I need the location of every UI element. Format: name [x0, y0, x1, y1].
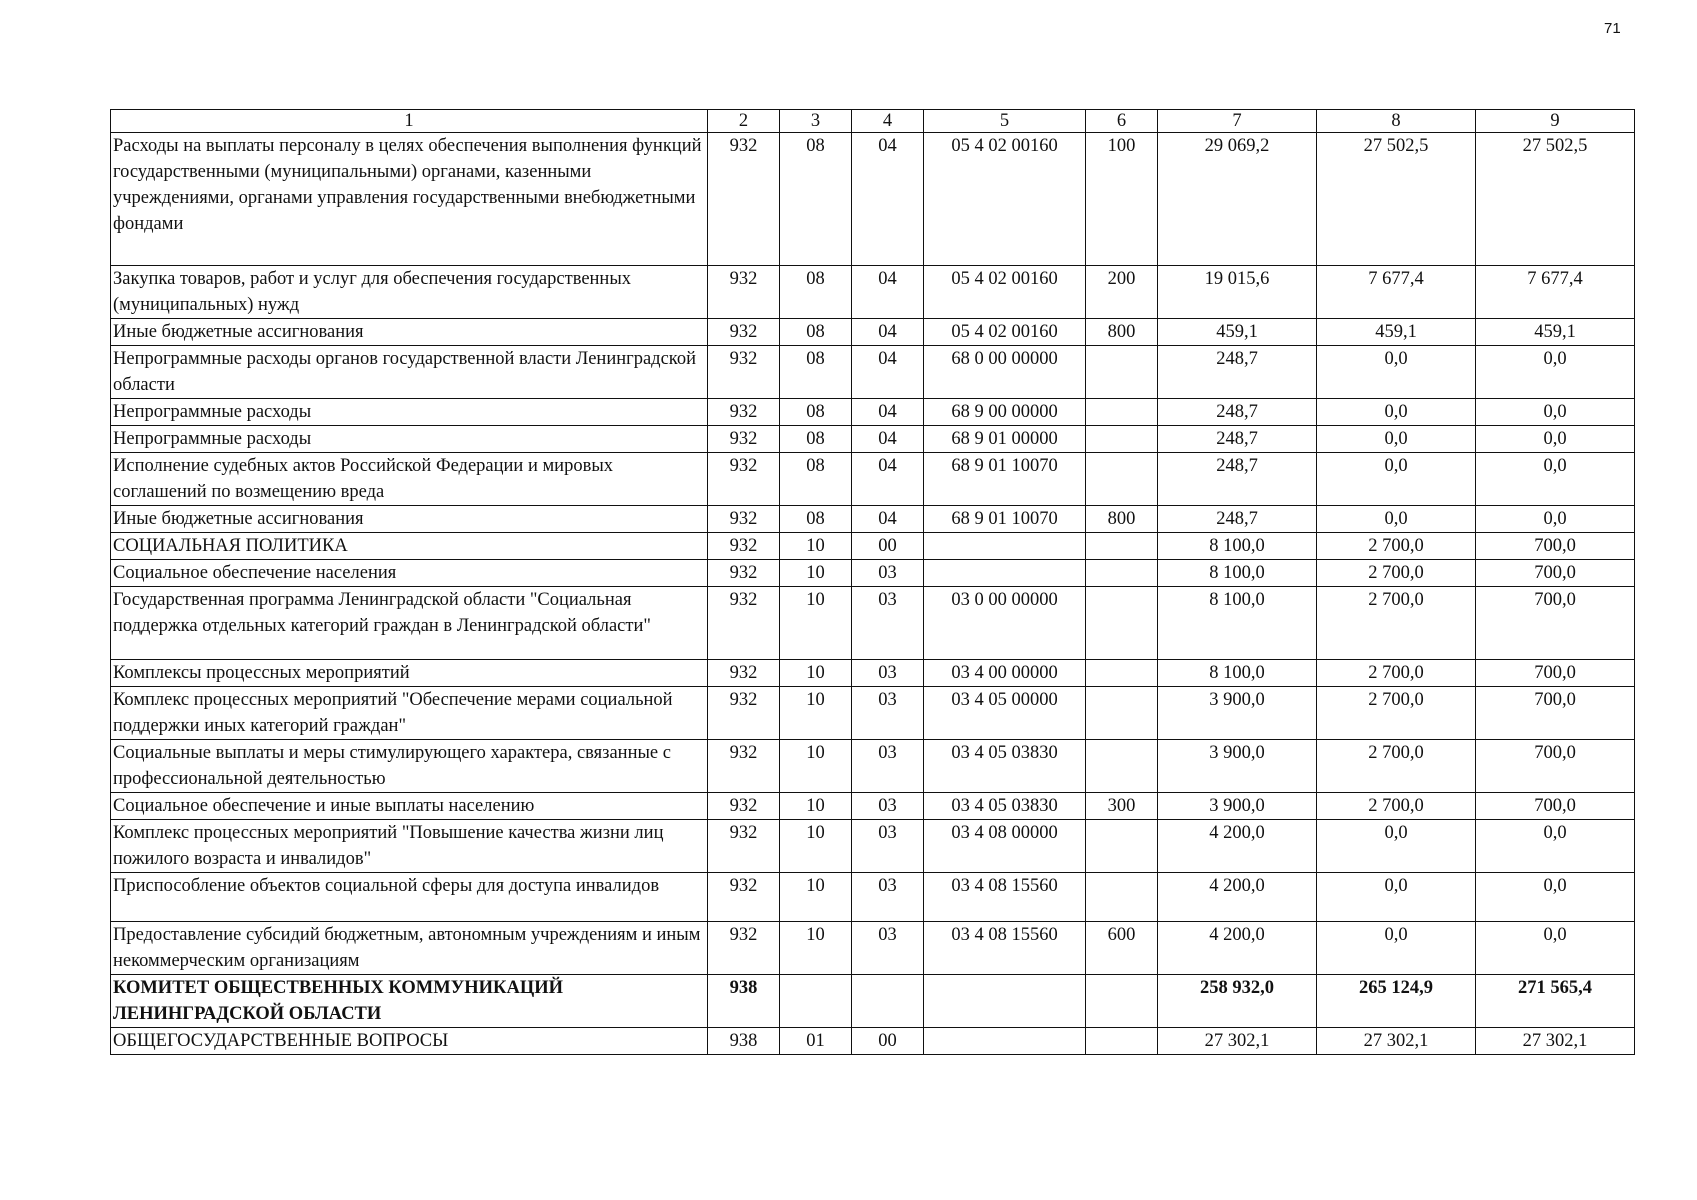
row-description: Расходы на выплаты персоналу в целях обеспечения выполнения функций государственными (муниципальными) органами, казенными учреждениями, органами управления государственными внебюджетными фондами — [111, 133, 708, 266]
table-row — [111, 740, 1635, 793]
cell-col-9: 700,0 — [1476, 560, 1635, 587]
cell-col-6 — [1086, 426, 1158, 453]
header-cell: 9 — [1476, 110, 1635, 133]
cell-col-5 — [924, 560, 1086, 587]
cell-col-2: 932 — [708, 687, 780, 740]
cell-col-6 — [1086, 560, 1158, 587]
row-description: СОЦИАЛЬНАЯ ПОЛИТИКА — [111, 533, 708, 560]
cell-col-5 — [924, 533, 1086, 560]
cell-col-8: 2 700,0 — [1317, 687, 1476, 740]
cell-col-3: 10 — [780, 687, 852, 740]
cell-col-3: 08 — [780, 319, 852, 346]
cell-col-5: 03 4 08 15560 — [924, 922, 1086, 975]
cell-col-6: 100 — [1086, 133, 1158, 266]
cell-col-5: 03 4 05 03830 — [924, 793, 1086, 820]
row-description: Непрограммные расходы — [111, 426, 708, 453]
cell-col-2: 932 — [708, 873, 780, 922]
cell-col-9: 700,0 — [1476, 660, 1635, 687]
cell-col-9: 27 502,5 — [1476, 133, 1635, 266]
cell-col-7: 248,7 — [1158, 453, 1317, 506]
cell-col-7: 4 200,0 — [1158, 820, 1317, 873]
cell-col-2: 932 — [708, 319, 780, 346]
cell-col-3 — [780, 975, 852, 1028]
header-cell: 2 — [708, 110, 780, 133]
cell-col-8: 2 700,0 — [1317, 793, 1476, 820]
cell-col-7: 248,7 — [1158, 399, 1317, 426]
cell-col-5: 68 9 01 00000 — [924, 426, 1086, 453]
row-description: Иные бюджетные ассигнования — [111, 319, 708, 346]
cell-col-8: 2 700,0 — [1317, 560, 1476, 587]
cell-col-9: 700,0 — [1476, 687, 1635, 740]
cell-col-8: 7 677,4 — [1317, 266, 1476, 319]
cell-col-6 — [1086, 975, 1158, 1028]
table-row — [111, 506, 1635, 533]
row-description: Предоставление субсидий бюджетным, автономным учреждениям и иным некоммерческим организациям — [111, 922, 708, 975]
cell-col-5: 68 9 01 10070 — [924, 453, 1086, 506]
cell-col-5: 03 4 08 00000 — [924, 820, 1086, 873]
header-cell: 3 — [780, 110, 852, 133]
cell-col-6 — [1086, 587, 1158, 660]
row-description: Непрограммные расходы — [111, 399, 708, 426]
cell-col-7: 4 200,0 — [1158, 922, 1317, 975]
cell-col-8: 2 700,0 — [1317, 587, 1476, 660]
cell-col-6: 200 — [1086, 266, 1158, 319]
cell-col-3: 10 — [780, 922, 852, 975]
cell-col-8: 459,1 — [1317, 319, 1476, 346]
table-row — [111, 346, 1635, 399]
cell-col-2: 932 — [708, 453, 780, 506]
cell-col-9: 700,0 — [1476, 740, 1635, 793]
row-description: Государственная программа Ленинградской области "Социальная поддержка отдельных категорий граждан в Ленинградской области" — [111, 587, 708, 660]
cell-col-3: 10 — [780, 820, 852, 873]
table-row — [111, 687, 1635, 740]
table-row — [111, 793, 1635, 820]
cell-col-7: 248,7 — [1158, 506, 1317, 533]
cell-col-4: 04 — [852, 453, 924, 506]
cell-col-9: 0,0 — [1476, 922, 1635, 975]
cell-col-6: 300 — [1086, 793, 1158, 820]
table-row — [111, 820, 1635, 873]
cell-col-7: 459,1 — [1158, 319, 1317, 346]
cell-col-9: 0,0 — [1476, 873, 1635, 922]
cell-col-3: 08 — [780, 426, 852, 453]
cell-col-2: 932 — [708, 820, 780, 873]
cell-col-9: 700,0 — [1476, 533, 1635, 560]
row-description: Приспособление объектов социальной сферы для доступа инвалидов — [111, 873, 708, 922]
cell-col-5: 05 4 02 00160 — [924, 266, 1086, 319]
row-description: Социальные выплаты и меры стимулирующего характера, связанные с профессиональной деятельностью — [111, 740, 708, 793]
cell-col-9: 27 302,1 — [1476, 1028, 1635, 1055]
cell-col-2: 932 — [708, 587, 780, 660]
cell-col-6 — [1086, 399, 1158, 426]
row-description: ОБЩЕГОСУДАРСТВЕННЫЕ ВОПРОСЫ — [111, 1028, 708, 1055]
cell-col-4: 03 — [852, 740, 924, 793]
cell-col-6 — [1086, 346, 1158, 399]
cell-col-4: 04 — [852, 346, 924, 399]
cell-col-4: 03 — [852, 922, 924, 975]
cell-col-7: 8 100,0 — [1158, 560, 1317, 587]
row-description: Непрограммные расходы органов государственной власти Ленинградской области — [111, 346, 708, 399]
row-description: Комплекс процессных мероприятий "Обеспечение мерами социальной поддержки иных категорий граждан" — [111, 687, 708, 740]
cell-col-5: 03 4 08 15560 — [924, 873, 1086, 922]
row-description: КОМИТЕТ ОБЩЕСТВЕННЫХ КОММУНИКАЦИЙ ЛЕНИНГРАДСКОЙ ОБЛАСТИ — [111, 975, 708, 1028]
cell-col-9: 0,0 — [1476, 426, 1635, 453]
cell-col-6 — [1086, 687, 1158, 740]
table-row — [111, 453, 1635, 506]
cell-col-7: 248,7 — [1158, 346, 1317, 399]
table-row — [111, 587, 1635, 660]
cell-col-8: 0,0 — [1317, 506, 1476, 533]
table-row — [111, 660, 1635, 687]
cell-col-5: 05 4 02 00160 — [924, 319, 1086, 346]
header-cell: 7 — [1158, 110, 1317, 133]
cell-col-3: 10 — [780, 587, 852, 660]
cell-col-7: 29 069,2 — [1158, 133, 1317, 266]
cell-col-7: 248,7 — [1158, 426, 1317, 453]
header-cell: 6 — [1086, 110, 1158, 133]
cell-col-8: 0,0 — [1317, 922, 1476, 975]
cell-col-6 — [1086, 820, 1158, 873]
cell-col-3: 08 — [780, 399, 852, 426]
cell-col-4: 03 — [852, 687, 924, 740]
cell-col-6: 800 — [1086, 319, 1158, 346]
cell-col-5: 03 0 00 00000 — [924, 587, 1086, 660]
table-row — [111, 873, 1635, 922]
cell-col-4: 03 — [852, 560, 924, 587]
header-cell: 8 — [1317, 110, 1476, 133]
cell-col-5: 03 4 05 00000 — [924, 687, 1086, 740]
cell-col-6 — [1086, 740, 1158, 793]
cell-col-4: 03 — [852, 660, 924, 687]
row-description: Комплекс процессных мероприятий "Повышение качества жизни лиц пожилого возраста и инвалидов" — [111, 820, 708, 873]
row-description: Исполнение судебных актов Российской Федерации и мировых соглашений по возмещению вреда — [111, 453, 708, 506]
cell-col-6 — [1086, 1028, 1158, 1055]
row-description: Иные бюджетные ассигнования — [111, 506, 708, 533]
cell-col-3: 10 — [780, 873, 852, 922]
cell-col-3: 08 — [780, 266, 852, 319]
cell-col-9: 700,0 — [1476, 793, 1635, 820]
cell-col-8: 0,0 — [1317, 453, 1476, 506]
table-row — [111, 426, 1635, 453]
cell-col-7: 3 900,0 — [1158, 793, 1317, 820]
cell-col-9: 271 565,4 — [1476, 975, 1635, 1028]
cell-col-3: 08 — [780, 346, 852, 399]
cell-col-2: 932 — [708, 533, 780, 560]
cell-col-6 — [1086, 660, 1158, 687]
cell-col-8: 0,0 — [1317, 873, 1476, 922]
cell-col-8: 2 700,0 — [1317, 533, 1476, 560]
cell-col-5: 03 4 05 03830 — [924, 740, 1086, 793]
cell-col-9: 459,1 — [1476, 319, 1635, 346]
table-row — [111, 975, 1635, 1028]
header-cell: 5 — [924, 110, 1086, 133]
cell-col-5: 68 9 00 00000 — [924, 399, 1086, 426]
cell-col-4: 03 — [852, 820, 924, 873]
cell-col-2: 932 — [708, 922, 780, 975]
cell-col-9: 0,0 — [1476, 820, 1635, 873]
cell-col-6: 800 — [1086, 506, 1158, 533]
cell-col-3: 08 — [780, 453, 852, 506]
row-description: Социальное обеспечение населения — [111, 560, 708, 587]
cell-col-5: 68 9 01 10070 — [924, 506, 1086, 533]
table-row — [111, 560, 1635, 587]
cell-col-2: 932 — [708, 506, 780, 533]
cell-col-4: 00 — [852, 533, 924, 560]
cell-col-4 — [852, 975, 924, 1028]
cell-col-3: 10 — [780, 560, 852, 587]
header-cell: 4 — [852, 110, 924, 133]
cell-col-8: 0,0 — [1317, 399, 1476, 426]
budget-table — [110, 109, 1635, 1055]
cell-col-7: 3 900,0 — [1158, 687, 1317, 740]
cell-col-4: 04 — [852, 266, 924, 319]
cell-col-7: 3 900,0 — [1158, 740, 1317, 793]
cell-col-4: 03 — [852, 587, 924, 660]
table-row — [111, 319, 1635, 346]
cell-col-6 — [1086, 873, 1158, 922]
page-number: 71 — [1604, 20, 1621, 37]
cell-col-4: 04 — [852, 399, 924, 426]
cell-col-2: 932 — [708, 740, 780, 793]
cell-col-9: 0,0 — [1476, 346, 1635, 399]
row-description: Социальное обеспечение и иные выплаты населению — [111, 793, 708, 820]
cell-col-7: 8 100,0 — [1158, 587, 1317, 660]
cell-col-3: 10 — [780, 660, 852, 687]
cell-col-4: 00 — [852, 1028, 924, 1055]
cell-col-7: 27 302,1 — [1158, 1028, 1317, 1055]
cell-col-8: 2 700,0 — [1317, 660, 1476, 687]
cell-col-8: 2 700,0 — [1317, 740, 1476, 793]
table-row — [111, 1028, 1635, 1055]
cell-col-6: 600 — [1086, 922, 1158, 975]
cell-col-8: 0,0 — [1317, 426, 1476, 453]
table-body — [111, 133, 1635, 1055]
cell-col-5: 03 4 00 00000 — [924, 660, 1086, 687]
cell-col-6 — [1086, 533, 1158, 560]
table-row — [111, 133, 1635, 266]
cell-col-7: 19 015,6 — [1158, 266, 1317, 319]
header-cell: 1 — [111, 110, 708, 133]
cell-col-8: 265 124,9 — [1317, 975, 1476, 1028]
cell-col-7: 258 932,0 — [1158, 975, 1317, 1028]
cell-col-2: 932 — [708, 793, 780, 820]
cell-col-9: 0,0 — [1476, 506, 1635, 533]
cell-col-2: 932 — [708, 560, 780, 587]
cell-col-2: 932 — [708, 266, 780, 319]
cell-col-9: 0,0 — [1476, 399, 1635, 426]
cell-col-8: 27 502,5 — [1317, 133, 1476, 266]
cell-col-2: 932 — [708, 426, 780, 453]
cell-col-3: 10 — [780, 793, 852, 820]
cell-col-2: 932 — [708, 346, 780, 399]
cell-col-5 — [924, 1028, 1086, 1055]
cell-col-2: 938 — [708, 1028, 780, 1055]
cell-col-4: 03 — [852, 873, 924, 922]
cell-col-4: 04 — [852, 319, 924, 346]
cell-col-4: 04 — [852, 426, 924, 453]
cell-col-3: 08 — [780, 133, 852, 266]
cell-col-5: 68 0 00 00000 — [924, 346, 1086, 399]
cell-col-4: 04 — [852, 506, 924, 533]
cell-col-4: 04 — [852, 133, 924, 266]
cell-col-2: 932 — [708, 133, 780, 266]
cell-col-8: 27 302,1 — [1317, 1028, 1476, 1055]
cell-col-9: 7 677,4 — [1476, 266, 1635, 319]
cell-col-3: 08 — [780, 506, 852, 533]
cell-col-2: 932 — [708, 399, 780, 426]
cell-col-7: 8 100,0 — [1158, 533, 1317, 560]
cell-col-8: 0,0 — [1317, 820, 1476, 873]
cell-col-6 — [1086, 453, 1158, 506]
cell-col-3: 01 — [780, 1028, 852, 1055]
cell-col-4: 03 — [852, 793, 924, 820]
table-row — [111, 922, 1635, 975]
header-row — [111, 110, 1635, 133]
cell-col-8: 0,0 — [1317, 346, 1476, 399]
table-row — [111, 533, 1635, 560]
row-description: Комплексы процессных мероприятий — [111, 660, 708, 687]
cell-col-5: 05 4 02 00160 — [924, 133, 1086, 266]
cell-col-5 — [924, 975, 1086, 1028]
cell-col-3: 10 — [780, 533, 852, 560]
cell-col-2: 932 — [708, 660, 780, 687]
cell-col-7: 4 200,0 — [1158, 873, 1317, 922]
cell-col-7: 8 100,0 — [1158, 660, 1317, 687]
table-row — [111, 399, 1635, 426]
row-description: Закупка товаров, работ и услуг для обеспечения государственных (муниципальных) нужд — [111, 266, 708, 319]
cell-col-3: 10 — [780, 740, 852, 793]
table-row — [111, 266, 1635, 319]
cell-col-9: 0,0 — [1476, 453, 1635, 506]
cell-col-2: 938 — [708, 975, 780, 1028]
cell-col-9: 700,0 — [1476, 587, 1635, 660]
